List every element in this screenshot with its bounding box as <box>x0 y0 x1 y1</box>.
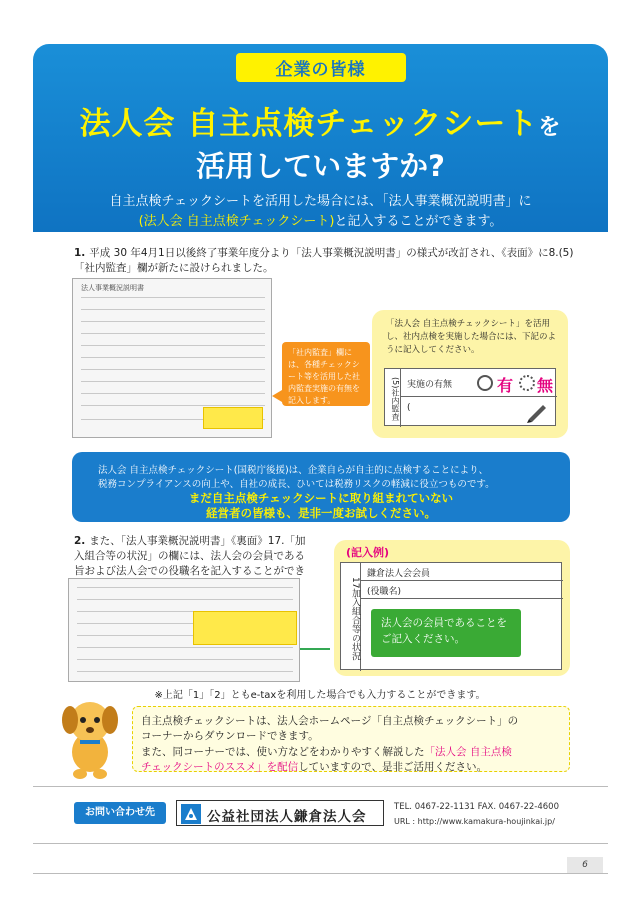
download-line3 <box>141 744 512 759</box>
sample-form-box <box>384 368 556 426</box>
dog-mascot-icon <box>50 690 130 782</box>
org-logo-icon <box>181 804 201 824</box>
form1-highlight <box>203 407 263 429</box>
hero-title-line2: 活用していますか? <box>196 149 445 183</box>
download-box <box>132 706 570 772</box>
download-line1: 自主点検チェックシートは、法人会ホームページ「自主点検チェックシート」の <box>141 715 519 727</box>
sample-row <box>401 369 557 397</box>
hero-title-suffix: を <box>538 115 562 140</box>
hero-desc-highlight: (法人会 自主点検チェックシート) <box>138 214 335 229</box>
callout-internal-audit <box>282 342 370 406</box>
green-arrow-icon <box>300 648 330 650</box>
hero-badge-wrap <box>33 54 608 80</box>
example-green-note: 法人会の会員であることをご記入ください。 <box>371 609 521 657</box>
hero-banner <box>33 44 608 232</box>
info-band <box>72 452 570 522</box>
hero-title-main: 法人会 自主点検チェックシート <box>79 106 539 142</box>
info-line2: 税務コンプライアンスの向上や、自社の成長、ひいては税務リスクの軽減に役立つものです。 <box>98 479 495 490</box>
example-title: (記入例) <box>346 546 390 559</box>
info-line4: 経営者の皆様も、是非一度お試しください。 <box>206 506 436 520</box>
contact-url[interactable]: URL : http://www.kamakura-houjinkai.jp/ <box>394 817 555 826</box>
divider <box>33 843 608 844</box>
sample-side-label: (5)社内監査 <box>385 369 401 427</box>
download-line4 <box>141 759 487 774</box>
download-line3-b: 「法人会 自主点検 <box>424 746 512 758</box>
download-line2: コーナーからダウンロードできます。 <box>141 730 319 742</box>
hero-desc-line2 <box>33 210 608 229</box>
download-line4-b: していますので、是非ご活用ください。 <box>298 761 487 773</box>
etax-note: ※上記「1」「2」ともe-taxを利用した場合でも入力することができます。 <box>154 690 486 701</box>
form1-rule <box>81 393 265 394</box>
form1-rule <box>81 405 265 406</box>
download-line4-a: チェックシートのススメ」を配信 <box>141 761 299 773</box>
hero-title-line1 <box>33 98 608 143</box>
contact-label: お問い合わせ先 <box>74 802 166 824</box>
form1-rule <box>81 333 265 334</box>
form1-rule <box>81 357 265 358</box>
form1-rule <box>81 309 265 310</box>
org-name: 公益社団法人鎌倉法人会 <box>207 809 367 825</box>
sample-panel <box>372 310 568 438</box>
pencil-icon <box>525 399 549 423</box>
info-line1: 法人会 自主点検チェックシート(国税庁後援)は、企業自らが自主的に点検することにより、 <box>98 465 489 476</box>
form1-rule <box>81 369 265 370</box>
form2-rule <box>77 647 293 648</box>
form1-rule <box>81 345 265 346</box>
sample-yes: 有 <box>497 376 514 395</box>
sample-panel-text: 「法人会 自主点検チェックシート」を活用し、社内点検を実施した場合には、下記のように記入してください。 <box>386 319 557 355</box>
example-row-role: (役職名) <box>361 581 563 599</box>
section2-number: 2. <box>74 535 86 547</box>
section1-number: 1. <box>74 247 86 259</box>
sample-label: 実施の有無 <box>407 380 453 390</box>
hero-desc-rest: と記入することができます。 <box>334 214 503 229</box>
circle-mark-icon <box>477 375 493 391</box>
form2-rule <box>77 599 293 600</box>
form1-rule <box>81 381 265 382</box>
form1-thumbnail <box>72 278 272 438</box>
org-box <box>176 800 384 826</box>
form1-rule <box>81 297 265 298</box>
hero-desc-line1: 自主点検チェックシートを活用した場合には、「法人事業概況説明書」に <box>109 194 532 209</box>
sample-paren: ( <box>407 403 411 413</box>
dotted-circle-icon <box>519 375 535 391</box>
form2-rule <box>77 587 293 588</box>
download-line3-a: また、同コーナーでは、使い方などをわかりやすく解説した <box>141 746 425 758</box>
form2-rule <box>77 671 293 672</box>
form2-highlight <box>193 611 297 645</box>
form1-rule <box>81 321 265 322</box>
example-row-member: 鎌倉法人会会員 <box>361 563 563 581</box>
divider <box>33 786 608 787</box>
example-side-label: 17加入組合等の状況 <box>341 563 361 671</box>
section1-text <box>74 246 574 276</box>
form2-thumbnail <box>68 578 300 682</box>
form2-rule <box>77 659 293 660</box>
example-panel <box>334 540 570 676</box>
section2-body: また、「法人事業概況説明書」《裏面》17.「加入組合等の状況」の欄には、法人会の会員である旨および法人会での役職名を記入することができ <box>74 535 306 577</box>
section1-body: 平成 30 年4月1日以後終了事業年度分より「法人事業概況説明書」の様式が改訂され、《表面》に8.(5)「社内監査」欄が新たに設けられました。 <box>74 247 574 274</box>
page-number: 6 <box>567 857 603 873</box>
example-form-box <box>340 562 562 670</box>
divider <box>33 873 608 874</box>
hero-badge: 企業の皆様 <box>236 53 406 82</box>
callout-text: 「社内監査」欄には、各種チェックシート等を活用した社内監査実施の有無を記入します。 <box>288 348 360 405</box>
form1-title: 法人事業概況説明書 <box>81 284 144 292</box>
callout-arrow-icon <box>272 390 282 402</box>
contact-tel: TEL. 0467-22-1131 FAX. 0467-22-4600 <box>394 802 559 812</box>
sample-no: 無 <box>537 376 554 395</box>
info-line3: まだ自主点検チェックシートに取り組まれていない <box>188 491 454 505</box>
